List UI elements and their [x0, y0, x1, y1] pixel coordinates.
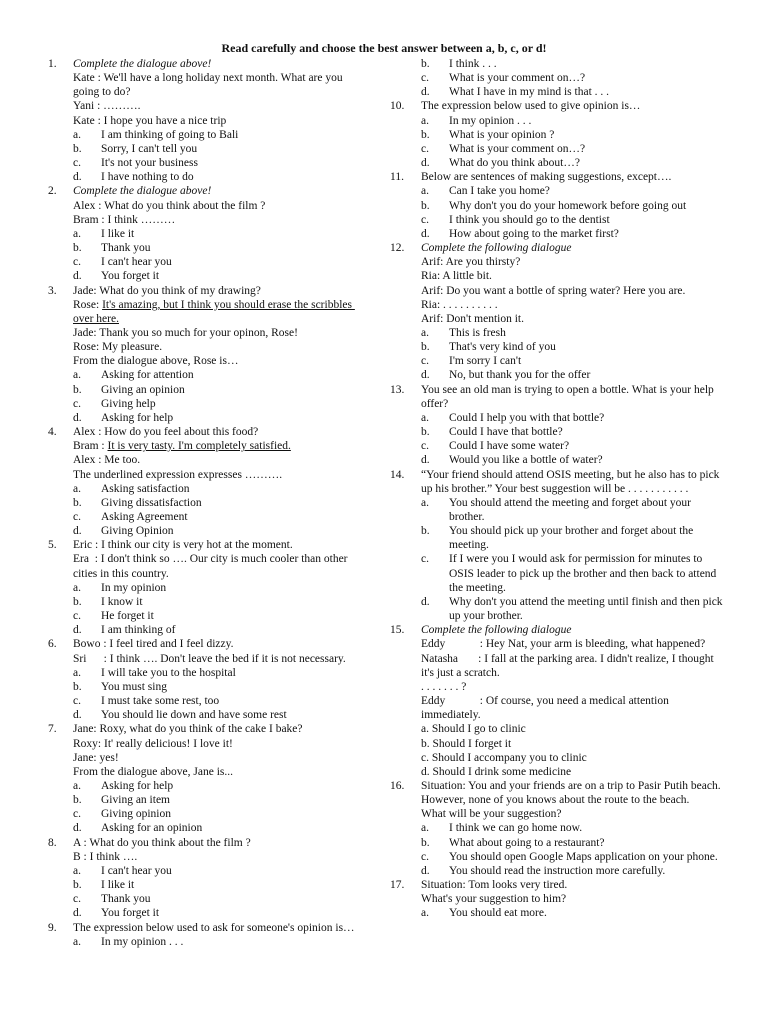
- option-letter: d.: [421, 369, 430, 382]
- answer-option: [421, 156, 726, 170]
- question-instruction: Complete the dialogue above!: [73, 185, 212, 198]
- answer-option: [73, 269, 368, 283]
- option-text: What do you think about…?: [449, 157, 580, 170]
- option-text: I am thinking of going to Bali: [101, 128, 239, 141]
- option-text: Asking for help: [101, 779, 174, 792]
- option-text: Giving opinion: [101, 808, 171, 821]
- option-text: What is your opinion ?: [449, 128, 555, 141]
- option-letter: d.: [73, 907, 82, 920]
- question: [390, 170, 726, 241]
- question-number: 9.: [48, 921, 57, 934]
- question-text: Era : I don't think so …. Our city is much cooler than other cities in this country.: [73, 553, 351, 580]
- answer-option: [421, 821, 726, 835]
- question: [48, 722, 368, 835]
- answer-option: [421, 57, 726, 71]
- option-text: Why don't you attend the meeting until finish and then pick up your brother.: [449, 595, 723, 623]
- option-letter: a.: [421, 326, 429, 339]
- question-text: Sri : I think …. Don't leave the bed if it is not necessary.: [73, 652, 346, 665]
- option-letter: c.: [421, 72, 429, 85]
- option-text: Why don't you do your homework before going out: [449, 199, 687, 212]
- question-text: What's your suggestion to him?: [421, 893, 567, 906]
- question-instruction: Complete the dialogue above!: [73, 58, 212, 70]
- option-letter: a.: [73, 935, 81, 948]
- option-letter: a.: [421, 496, 429, 509]
- option-letter: d.: [73, 171, 82, 184]
- answer-option: [421, 128, 726, 142]
- option-text: In my opinion: [101, 581, 167, 594]
- answer-option: a. Should I go to clinic: [421, 723, 526, 736]
- question-text: From the dialogue above, Rose is…: [73, 355, 239, 368]
- option-text: I know it: [101, 595, 143, 608]
- question-text: Arif: Do you want a bottle of spring water? Here you are.: [421, 284, 686, 297]
- option-letter: a.: [73, 666, 81, 679]
- answer-option: [73, 623, 368, 637]
- answer-option: [421, 85, 726, 99]
- option-letter: b.: [421, 128, 430, 141]
- question-text: Natasha : I fall at the parking area. I didn't realize, I thought it's just a scratch.: [421, 652, 717, 679]
- option-letter: c.: [421, 850, 429, 863]
- answer-option: [73, 708, 368, 722]
- option-letter: b.: [73, 595, 82, 608]
- option-letter: a.: [73, 227, 81, 240]
- underlined-expression: It's amazing, but I think you should erase the scribbles over here.: [73, 298, 355, 325]
- option-letter: c.: [73, 157, 81, 170]
- right-column: [390, 57, 726, 921]
- question-text: Jane: yes!: [73, 751, 119, 764]
- option-letter: a.: [421, 907, 429, 920]
- option-letter: d.: [421, 864, 430, 877]
- option-text: Asking for help: [101, 411, 174, 424]
- answer-option: [421, 71, 726, 85]
- option-text: Giving dissatisfaction: [101, 496, 202, 509]
- option-text: What is your comment on…?: [449, 142, 586, 155]
- answer-option: [421, 368, 726, 382]
- underlined-expression: It is very tasty. I'm completely satisfied.: [107, 440, 291, 453]
- question-text: B : I think ….: [73, 850, 138, 863]
- option-letter: d.: [73, 411, 82, 424]
- option-text: Giving an item: [101, 794, 170, 807]
- option-text: Could I have some water?: [449, 440, 570, 453]
- speaker-label: Bram :: [73, 440, 108, 453]
- question: [390, 99, 726, 170]
- question: [390, 468, 726, 624]
- question-text: Alex : How do you feel about this food?: [73, 426, 259, 439]
- question: [48, 836, 368, 921]
- question-text: A : What do you think about the film ?: [73, 836, 251, 849]
- question-continuation: [396, 57, 726, 99]
- option-text: What is your comment on…?: [449, 72, 586, 85]
- question-text: The underlined expression expresses ……….: [73, 468, 283, 481]
- option-letter: b.: [421, 58, 430, 70]
- option-text: I must take some rest, too: [101, 695, 220, 708]
- question-number: 7.: [48, 723, 57, 736]
- answer-option: [421, 227, 726, 241]
- option-letter: d.: [421, 454, 430, 467]
- option-text: He forget it: [101, 610, 154, 623]
- answer-option: [73, 878, 368, 892]
- option-text: Giving an opinion: [101, 383, 185, 396]
- option-text: How about going to the market first?: [449, 227, 619, 240]
- question-text: Situation: Tom looks very tired.: [421, 879, 568, 892]
- answer-option: [421, 453, 726, 467]
- question-text: Bowo : I feel tired and I feel dizzy.: [73, 638, 234, 651]
- answer-option: [73, 864, 368, 878]
- option-text: I can't hear you: [101, 256, 172, 269]
- question: [390, 878, 726, 920]
- answer-option: [73, 807, 368, 821]
- question-number: 11.: [390, 171, 404, 184]
- option-text: Giving Opinion: [101, 525, 174, 538]
- question: [48, 637, 368, 722]
- option-text: I can't hear you: [101, 864, 172, 877]
- option-text: You should attend the meeting and forget about your brother.: [449, 496, 691, 523]
- option-text: Thank you: [101, 242, 151, 255]
- question-text: Kate : I hope you have a nice trip: [73, 114, 227, 127]
- question: [390, 383, 726, 468]
- answer-option: [421, 439, 726, 453]
- question-number: 12.: [390, 242, 405, 255]
- question-number: 2.: [48, 185, 57, 198]
- option-letter: c.: [73, 610, 81, 623]
- answer-option: [421, 425, 726, 439]
- option-text: In my opinion . . .: [101, 935, 184, 948]
- question-instruction: Complete the following dialogue: [421, 242, 572, 255]
- page-title: Read carefully and choose the best answer between a, b, c, or d!: [221, 41, 547, 55]
- answer-option: [73, 255, 368, 269]
- answer-option: [421, 524, 726, 552]
- answer-option: d. Should I drink some medicine: [421, 765, 572, 778]
- option-text: You should pick up your brother and forget about the meeting.: [449, 525, 694, 552]
- option-text: I am thinking of: [101, 624, 176, 637]
- option-text: Giving help: [101, 397, 156, 410]
- question-text: Roxy: It' really delicious! I love it!: [73, 737, 233, 750]
- option-letter: b.: [421, 426, 430, 439]
- option-letter: d.: [421, 157, 430, 170]
- question-text: Jade: Thank you so much for your opinon, Rose!: [73, 326, 298, 339]
- option-letter: a.: [421, 114, 429, 127]
- option-letter: c.: [421, 440, 429, 453]
- question-text: [73, 439, 368, 453]
- question: [48, 284, 368, 426]
- question-text: Arif: Are you thirsty?: [421, 256, 521, 269]
- answer-option: b. Should I forget it: [421, 737, 512, 750]
- answer-option: [73, 411, 368, 425]
- option-letter: b.: [421, 199, 430, 212]
- answer-option: [73, 128, 368, 142]
- answer-option: [73, 397, 368, 411]
- answer-option: [421, 114, 726, 128]
- question-text: Jane: Roxy, what do you think of the cake I bake?: [73, 723, 303, 736]
- answer-option: [73, 935, 368, 949]
- answer-option: [421, 354, 726, 368]
- question-text: What will be your suggestion?: [421, 808, 562, 821]
- option-text: Sorry, I can't tell you: [101, 142, 198, 155]
- option-text: Would you like a bottle of water?: [449, 454, 603, 467]
- option-letter: d.: [73, 525, 82, 538]
- answer-option: [73, 383, 368, 397]
- answer-option: [73, 142, 368, 156]
- answer-option: [421, 142, 726, 156]
- question-text: From the dialogue above, Jane is...: [73, 765, 234, 778]
- answer-option: [73, 482, 368, 496]
- option-letter: b.: [73, 383, 82, 396]
- option-text: I have nothing to do: [101, 171, 194, 184]
- question-number: 6.: [48, 638, 57, 651]
- question-text: Eddy : Of course, you need a medical attention immediately.: [421, 695, 672, 722]
- option-text: You forget it: [101, 270, 160, 283]
- option-letter: a.: [73, 482, 81, 495]
- answer-option: [73, 581, 368, 595]
- option-letter: c.: [73, 893, 81, 906]
- question-text: Arif: Don't mention it.: [421, 312, 525, 325]
- answer-option: [73, 892, 368, 906]
- option-letter: b.: [73, 879, 82, 892]
- option-letter: d.: [73, 270, 82, 283]
- question-text: Yani : ……….: [73, 100, 141, 113]
- answer-option: [73, 227, 368, 241]
- answer-option: [73, 170, 368, 184]
- answer-option: [73, 680, 368, 694]
- answer-option: [73, 524, 368, 538]
- question-text: Kate : We'll have a long holiday next month. What are you going to do?: [73, 72, 346, 99]
- option-text: Asking satisfaction: [101, 482, 190, 495]
- option-letter: a.: [73, 369, 81, 382]
- question-text: Alex : What do you think about the film ?: [73, 199, 266, 212]
- question-text: Alex : Me too.: [73, 454, 141, 467]
- option-letter: b.: [421, 525, 430, 538]
- answer-option: [421, 850, 726, 864]
- question-text: Ria: A little bit.: [421, 270, 492, 283]
- question-instruction: Complete the following dialogue: [421, 624, 572, 637]
- option-text: This is fresh: [449, 326, 506, 339]
- answer-option: [73, 368, 368, 382]
- option-letter: a.: [73, 581, 81, 594]
- option-letter: d.: [421, 595, 430, 608]
- answer-option: [73, 906, 368, 920]
- answer-option: [73, 821, 368, 835]
- answer-option: [421, 340, 726, 354]
- option-text: I think we can go home now.: [449, 822, 583, 835]
- option-letter: b.: [73, 680, 82, 693]
- option-text: It's not your business: [101, 157, 198, 170]
- option-text: Could I have that bottle?: [449, 426, 563, 439]
- option-text: Thank you: [101, 893, 151, 906]
- option-text: Asking for an opinion: [101, 822, 203, 835]
- answer-option: [73, 496, 368, 510]
- question-number: 1.: [48, 58, 57, 70]
- answer-option: [421, 213, 726, 227]
- option-letter: a.: [73, 779, 81, 792]
- option-text: I like it: [101, 879, 135, 892]
- answer-option: [73, 156, 368, 170]
- option-text: I like it: [101, 227, 135, 240]
- answer-option: [421, 326, 726, 340]
- question-text: Rose: My pleasure.: [73, 341, 163, 354]
- option-letter: d.: [73, 709, 82, 722]
- question: [48, 184, 368, 283]
- option-letter: c.: [73, 808, 81, 821]
- question-text: Situation: You and your friends are on a trip to Pasir Putih beach. However, none of you knows about the route to the beach.: [421, 779, 724, 807]
- option-letter: a.: [73, 864, 81, 877]
- option-letter: c.: [73, 397, 81, 410]
- option-letter: c.: [73, 256, 81, 269]
- option-text: Could I help you with that bottle?: [449, 411, 605, 424]
- option-text: Asking Agreement: [101, 511, 188, 523]
- question: [390, 241, 726, 383]
- option-letter: c.: [421, 142, 429, 155]
- question-number: 3.: [48, 284, 57, 297]
- answer-option: [421, 906, 726, 920]
- question-number: 16.: [390, 779, 405, 792]
- option-text: What I have in my mind is that . . .: [449, 86, 610, 99]
- option-letter: c.: [421, 553, 429, 566]
- option-letter: c.: [73, 511, 81, 523]
- question-number: 4.: [48, 426, 57, 439]
- option-letter: a.: [421, 411, 429, 424]
- question: [390, 779, 726, 878]
- option-text: That's very kind of you: [449, 341, 556, 354]
- answer-option: [421, 552, 726, 594]
- option-letter: c.: [421, 213, 429, 226]
- option-letter: b.: [421, 341, 430, 354]
- answer-option: [73, 793, 368, 807]
- question: [48, 538, 368, 637]
- question: [48, 425, 368, 538]
- left-column: [48, 57, 368, 949]
- question-text: Jade: What do you think of my drawing?: [73, 284, 261, 297]
- question-text: . . . . . . . ?: [421, 680, 467, 693]
- question-number: 8.: [48, 836, 57, 849]
- option-letter: b.: [73, 496, 82, 509]
- answer-option: [73, 779, 368, 793]
- option-letter: d.: [421, 227, 430, 240]
- answer-option: [421, 199, 726, 213]
- option-letter: b.: [73, 794, 82, 807]
- answer-option: [421, 496, 726, 524]
- question-text: Ria: . . . . . . . . . .: [421, 298, 498, 311]
- answer-option: [73, 694, 368, 708]
- option-letter: d.: [73, 822, 82, 835]
- question-text: The expression below used to ask for someone's opinion is…: [73, 921, 355, 934]
- option-text: I think . . .: [449, 58, 497, 70]
- question-text: “Your friend should attend OSIS meeting, but he also has to pick up his brother.” Your best suggestion will be . . . . . . . . . . .: [421, 468, 723, 495]
- option-letter: d.: [73, 624, 82, 637]
- option-letter: b.: [73, 242, 82, 255]
- option-text: You forget it: [101, 907, 160, 920]
- option-letter: b.: [73, 142, 82, 155]
- option-letter: a.: [421, 822, 429, 835]
- answer-option: [73, 595, 368, 609]
- option-text: Can I take you home?: [449, 185, 550, 198]
- question-text: Bram : I think ………: [73, 213, 176, 226]
- question-number: 10.: [390, 100, 405, 113]
- answer-option: [421, 836, 726, 850]
- question-text: You see an old man is trying to open a bottle. What is your help offer?: [421, 383, 717, 410]
- option-text: I'm sorry I can't: [449, 355, 522, 368]
- answer-option: [73, 510, 368, 524]
- question-number: 17.: [390, 879, 405, 892]
- option-letter: a.: [421, 185, 429, 198]
- question: [48, 921, 368, 949]
- question-text: Eddy : Hey Nat, your arm is bleeding, what happened?: [421, 638, 706, 651]
- question: [390, 623, 726, 779]
- option-text: I think you should go to the dentist: [449, 213, 610, 226]
- option-text: I will take you to the hospital: [101, 666, 236, 679]
- option-letter: c.: [73, 695, 81, 708]
- option-text: You should read the instruction more carefully.: [449, 864, 666, 877]
- option-text: What about going to a restaurant?: [449, 836, 605, 849]
- speaker-label: Rose:: [73, 298, 103, 311]
- option-text: In my opinion . . .: [449, 114, 532, 127]
- option-letter: c.: [421, 355, 429, 368]
- question-number: 15.: [390, 624, 405, 637]
- question-text: Eric : I think our city is very hot at the moment.: [73, 539, 293, 552]
- question-text: The expression below used to give opinion is…: [421, 100, 641, 113]
- option-text: No, but thank you for the offer: [449, 369, 591, 382]
- option-text: You should lie down and have some rest: [101, 709, 287, 722]
- answer-option: [421, 864, 726, 878]
- question: [48, 57, 368, 184]
- answer-option: [73, 609, 368, 623]
- question-number: 5.: [48, 539, 57, 552]
- option-letter: b.: [421, 836, 430, 849]
- answer-option: [421, 184, 726, 198]
- question-text: Below are sentences of making suggestions, except….: [421, 171, 672, 184]
- question-number: 13.: [390, 383, 405, 396]
- option-text: If I were you I would ask for permission for minutes to OSIS leader to pick up the brother and then back to attend the meeting.: [449, 553, 717, 594]
- option-letter: a.: [73, 128, 81, 141]
- question-text: [73, 298, 368, 326]
- option-text: You should eat more.: [449, 907, 547, 920]
- answer-option: [73, 241, 368, 255]
- answer-option: c. Should I accompany you to clinic: [421, 751, 587, 764]
- question-number: 14.: [390, 468, 405, 481]
- option-text: You should open Google Maps application on your phone.: [449, 850, 718, 863]
- answer-option: [421, 411, 726, 425]
- answer-option: [73, 666, 368, 680]
- answer-option: [421, 595, 726, 623]
- option-text: You must sing: [101, 680, 167, 693]
- option-text: Asking for attention: [101, 369, 194, 382]
- option-letter: d.: [421, 86, 430, 99]
